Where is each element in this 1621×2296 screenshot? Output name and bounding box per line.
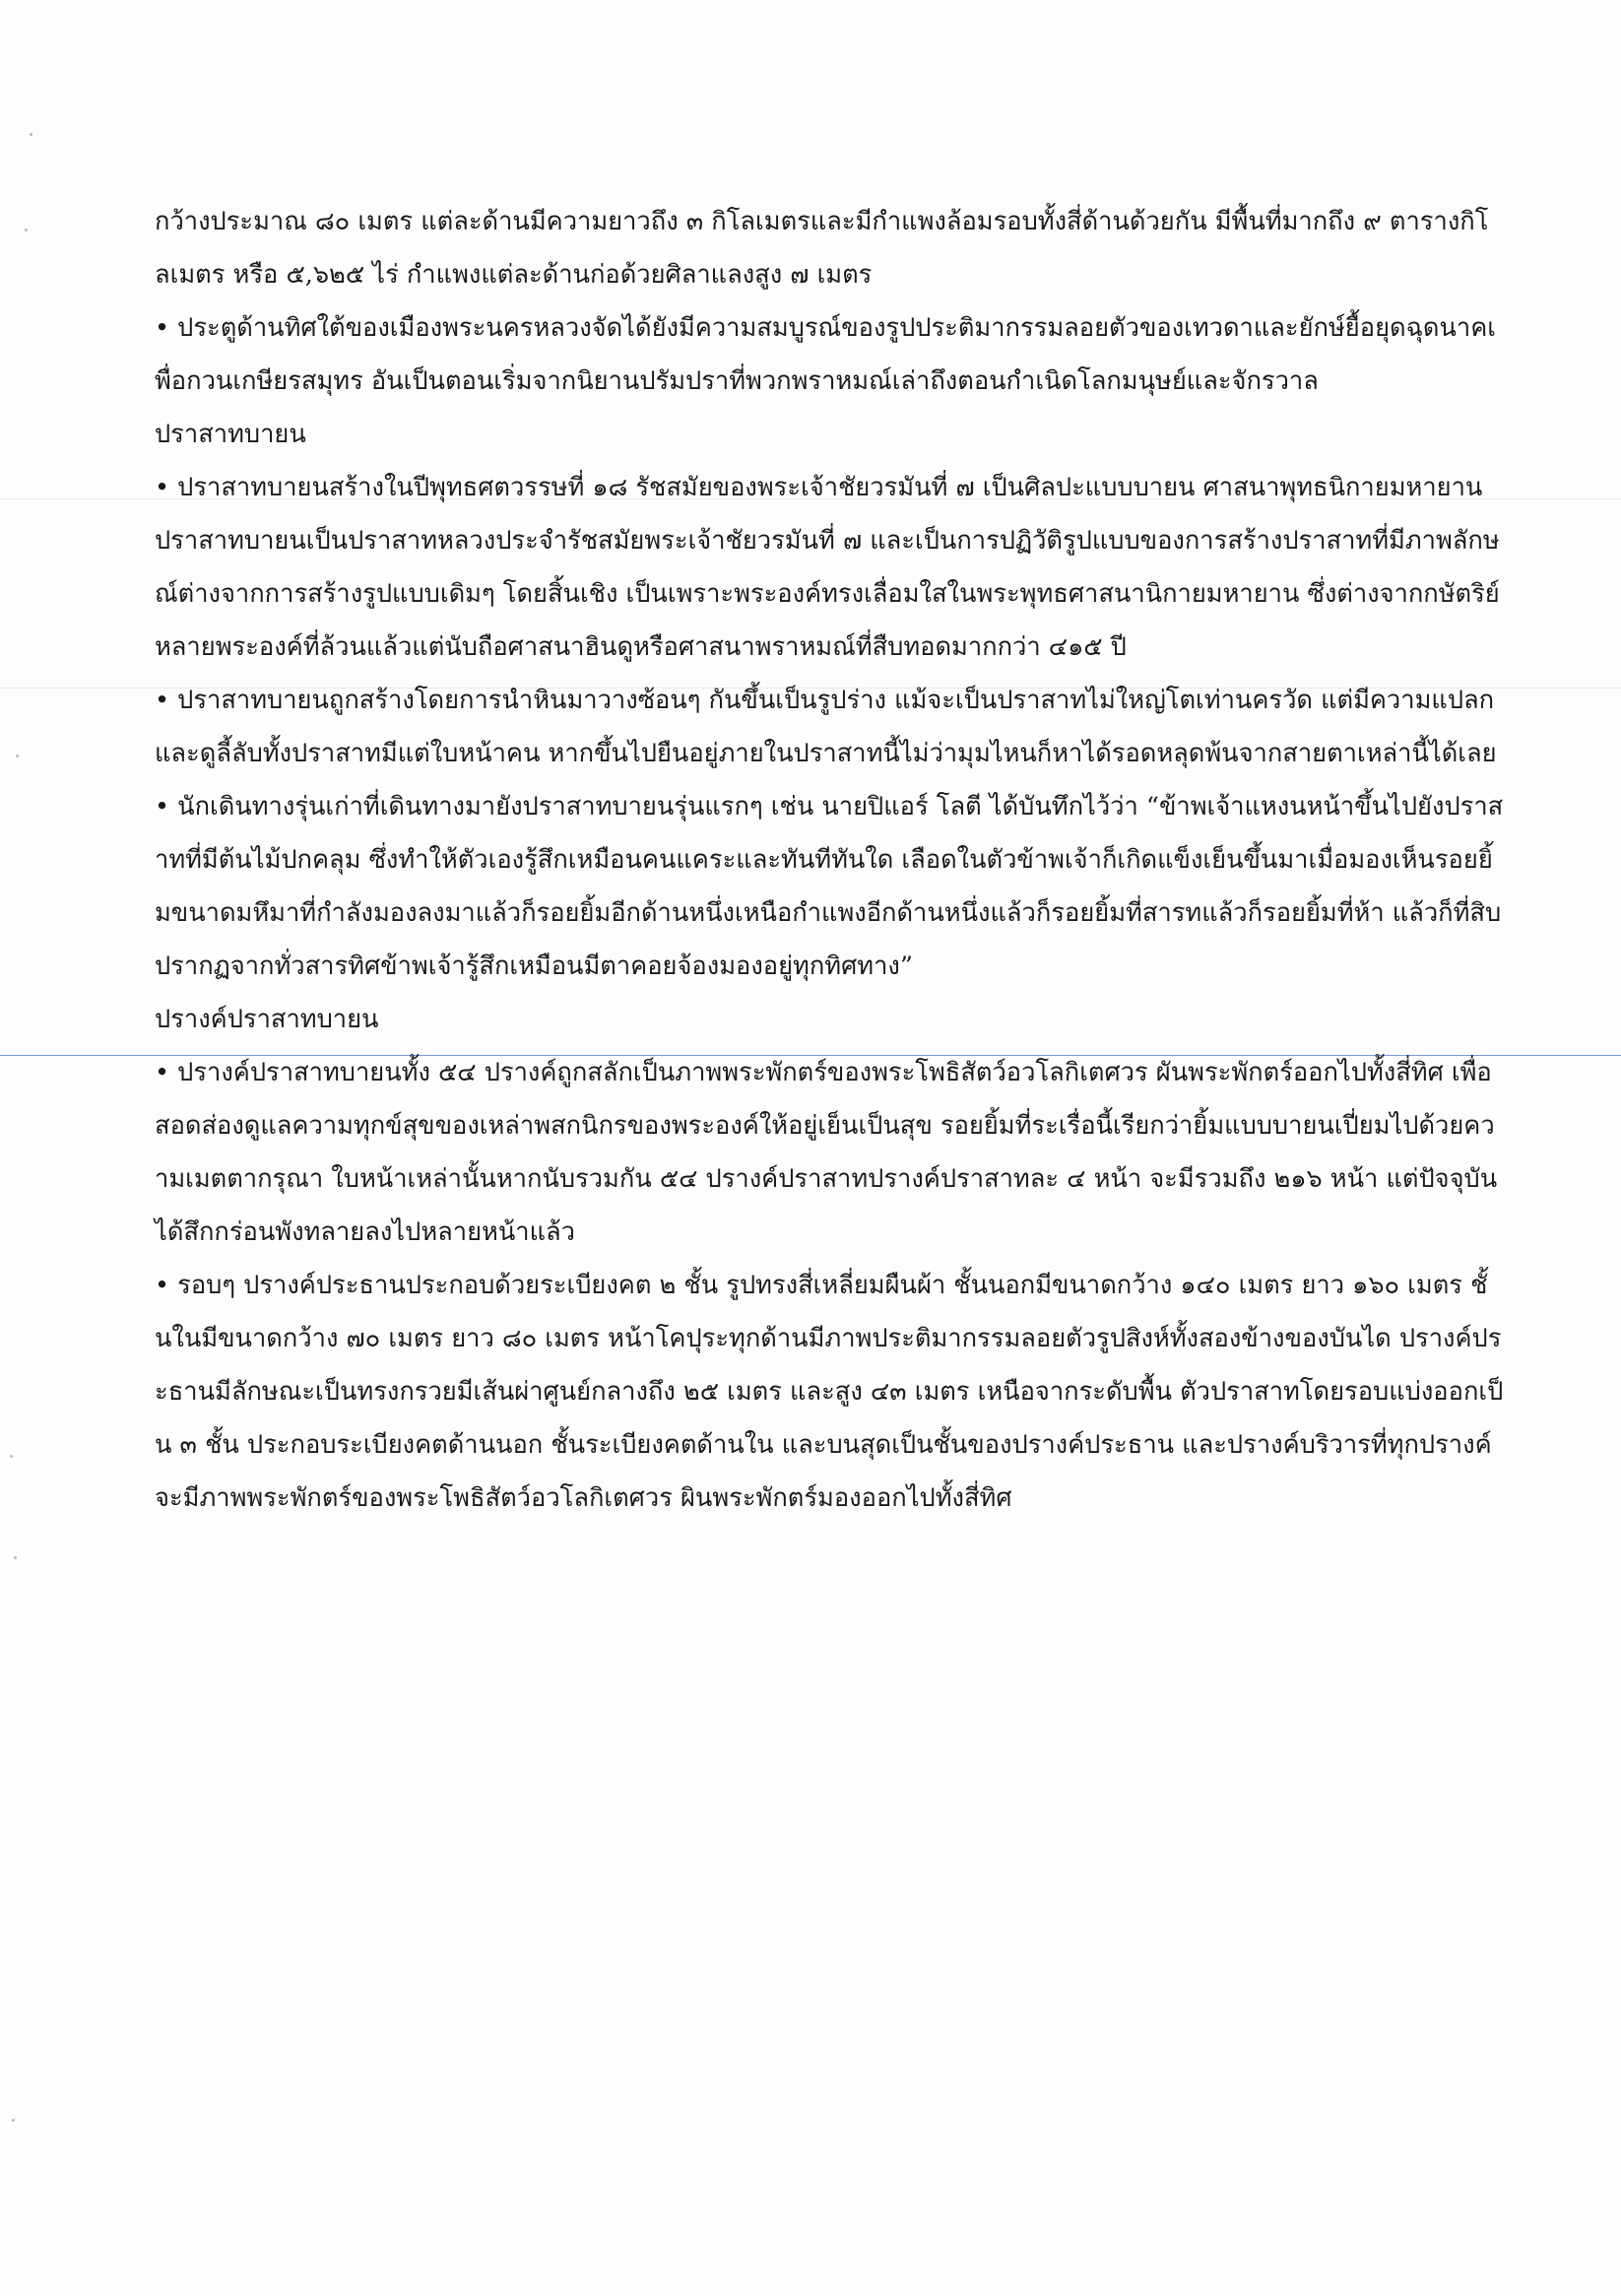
paragraph: กว้างประมาณ ๘๐ เมตร แต่ละด้านมีความยาวถึง ๓ กิโลเมตรและมีกำแพงล้อมรอบทั้งสี่ด้านด้วยกัน มีพื้นที่มากถึง ๙ ตารางกิโลเมตร หรือ ๕,๖๒๕ ไร่ กำแพงแต่ละด้านก่อด้วยศิลาแลงสูง ๗ เมตร xyxy=(155,207,1489,290)
bullet-paragraph: • นักเดินทางรุ่นเก่าที่เดินทางมายังปราสาทบายนรุ่นแรกๆ เช่น นายปิแอร์ โลตี ได้บันทึกไว้ว่า “ข้าพเจ้าแหงนหน้าขึ้นไปยังปราสาทที่มีต้นไม้ปกคลุม ซึ่งทำให้ตัวเองรู้สึกเหมือนคนแคระและทันทีทันใด เลือดในตัวข้าพเจ้าก็เกิดแข็งเย็นขึ้นมาเมื่อมองเห็นรอยยิ้มขนาดมหึมาที่กำลังมองลงมาแล้วก็รอยยิ้มอีกด้านหนึ่งเหนือกำแพงอีกด้านหนึ่งแล้วก็รอยยิ้มที่สารทแล้วก็รอยยิ้มที่ห้า แล้วก็ที่สิบ ปรากฏจากทั่วสารทิศข้าพเจ้ารู้สึกเหมือนมีตาคอยจ้องมองอยู่ทุกทิศทาง” xyxy=(155,792,1504,981)
section-heading: ปราสาทบายน xyxy=(155,420,306,449)
scan-speck xyxy=(25,229,28,231)
document-body xyxy=(155,195,1504,1525)
bullet-paragraph: • ปราสาทบายนถูกสร้างโดยการนำหินมาวางซ้อนๆ กันขึ้นเป็นรูปร่าง แม้จะเป็นปราสาทไม่ใหญ่โตเท่านครวัด แต่มีความแปลกและดูลี้ลับทั้งปราสาทมีแต่ใบหน้าคน หากขึ้นไปยืนอยู่ภายในปราสาทนี้ไม่ว่ามุมไหนก็หาได้รอดหลุดพ้นจากสายตาเหล่านี้ได้เลย xyxy=(155,686,1497,768)
scan-speck xyxy=(30,133,32,136)
bullet-paragraph: • ปรางค์ปราสาทบายนทั้ง ๕๔ ปรางค์ถูกสลักเป็นภาพพระพักตร์ของพระโพธิสัตว์อวโลกิเตศวร ผันพระพักตร์ออกไปทั้งสี่ทิศ เพื่อสอดส่องดูแลความทุกข์สุขของเหล่าพสกนิกรของพระองค์ให้อยู่เย็นเป็นสุข รอยยิ้มที่ระเรื่อนี้เรียกว่ายิ้มแบบบายนเปี่ยมไปด้วยความเมตตากรุณา ใบหน้าเหล่านั้นหากนับรวมกัน ๕๔ ปรางค์ปราสาทปรางค์ปราสาทละ ๔ หน้า จะมีรวมถึง ๒๑๖ หน้า แต่ปัจจุบันได้สึกกร่อนพังทลายลงไปหลายหน้าแล้ว xyxy=(155,1058,1498,1247)
scan-speck xyxy=(16,754,19,757)
scan-speck xyxy=(12,2119,15,2122)
section-heading: ปรางค์ปราสาทบายน xyxy=(155,1005,379,1034)
bullet-paragraph: • ประตูด้านทิศใต้ของเมืองพระนครหลวงจัดได้ยังมีความสมบูรณ์ของรูปประติมากรรมลอยตัวของเทวดาและยักษ์ยื้อยุดฉุดนาคเพื่อกวนเกษียรสมุทร อันเป็นตอนเริ่มจากนิยานปรัมปราที่พวกพราหมณ์เล่าถึงตอนกำเนิดโลกมนุษย์และจักรวาล xyxy=(155,313,1497,396)
scan-speck xyxy=(14,1556,17,1559)
bullet-paragraph: • ปราสาทบายนสร้างในปีพุทธศตวรรษที่ ๑๘ รัชสมัยของพระเจ้าชัยวรมันที่ ๗ เป็นศิลปะแบบบายน ศาสนาพุทธนิกายมหายาน ปราสาทบายนเป็นปราสาทหลวงประจำรัชสมัยพระเจ้าชัยวรมันที่ ๗ และเป็นการปฏิวัติรูปแบบของการสร้างปราสาทที่มีภาพลักษณ์ต่างจากการสร้างรูปแบบเดิมๆ โดยสิ้นเชิง เป็นเพราะพระองค์ทรงเลื่อมใสในพระพุทธศาสนานิกายมหายาน ซึ่งต่างจากกษัตริย์หลายพระองค์ที่ล้วนแล้วแต่นับถือศาสนาฮินดูหรือศาสนาพราหมณ์ที่สืบทอดมากกว่า ๔๑๕ ปี xyxy=(155,473,1500,662)
bullet-paragraph: • รอบๆ ปรางค์ประธานประกอบด้วยระเบียงคต ๒ ชั้น รูปทรงสี่เหลี่ยมผืนผ้า ชั้นนอกมีขนาดกว้าง ๑๔๐ เมตร ยาว ๑๖๐ เมตร ชั้นในมีขนาดกว้าง ๗๐ เมตร ยาว ๘๐ เมตร หน้าโคปุระทุกด้านมีภาพประติมากรรมลอยตัวรูปสิงห์ทั้งสองข้างของบันได ปรางค์ประธานมีลักษณะเป็นทรงกรวยมีเส้นผ่าศูนย์กลางถึง ๒๕ เมตร และสูง ๔๓ เมตร เหนือจากระดับพื้น ตัวปราสาทโดยรอบแบ่งออกเป็น ๓ ชั้น ประกอบระเบียงคตด้านนอก ชั้นระเบียงคตด้านใน และบนสุดเป็นชั้นของปรางค์ประธาน และปรางค์บริวารที่ทุกปรางค์จะมีภาพพระพักตร์ของพระโพธิสัตว์อวโลกิเตศวร ผินพระพักตร์มองออกไปทั้งสี่ทิศ xyxy=(155,1271,1504,1513)
scan-speck xyxy=(10,1455,13,1458)
